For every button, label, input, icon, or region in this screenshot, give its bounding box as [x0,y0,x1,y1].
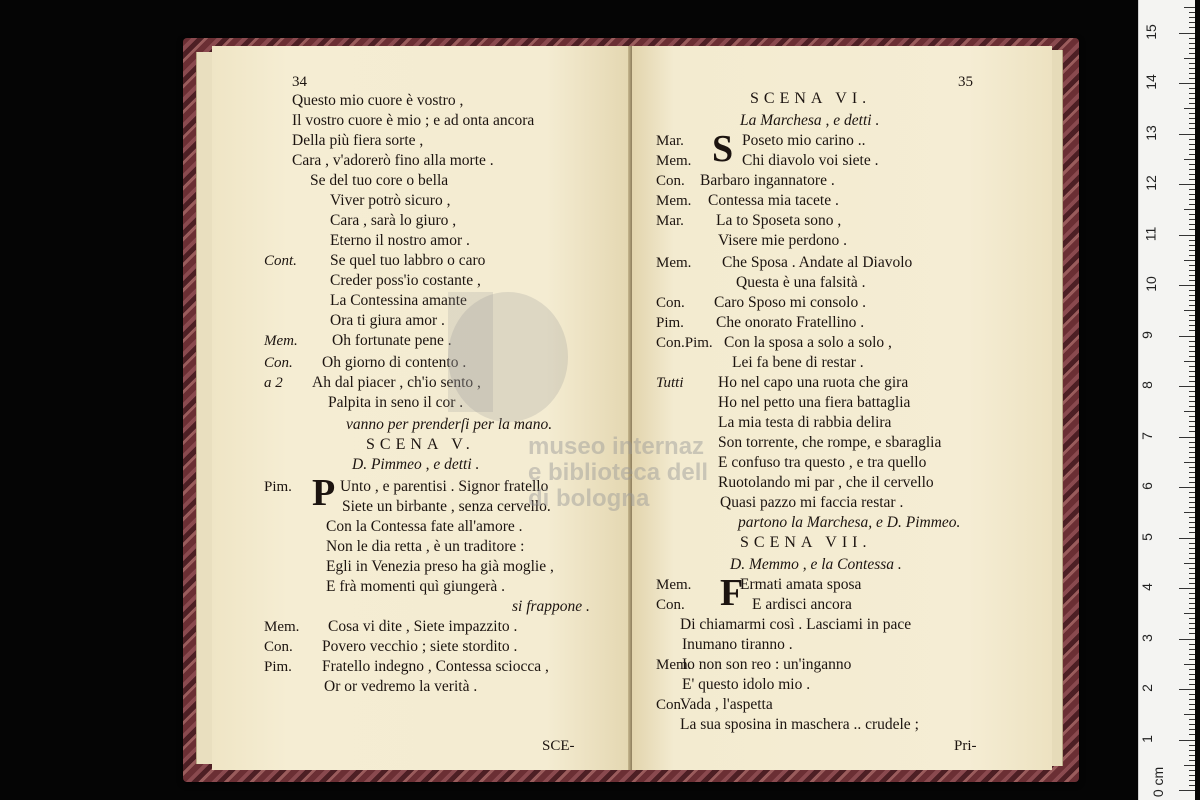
ruler-tick [1189,709,1195,710]
ruler-tick [1189,315,1195,316]
ruler-tick [1189,775,1195,776]
scene-heading: SCENA V. [366,436,475,453]
ruler-tick [1179,235,1195,236]
speaker-label: Mar. [656,213,684,229]
speaker-label: Cont. [264,253,297,269]
ruler-tick [1179,740,1195,741]
ruler-tick [1189,12,1195,13]
ruler-tick [1189,351,1195,352]
ruler-tick [1189,447,1195,448]
ruler-tick [1189,654,1195,655]
ruler-tick [1189,729,1195,730]
verse-line: Cara , v'adorerò fino alla morte . [292,152,494,169]
ruler-tick [1179,639,1195,640]
ruler-tick [1179,689,1195,690]
ruler-number: 7 [1138,431,1155,440]
ruler-tick [1189,290,1195,291]
speaker-label: Mem. [656,193,692,209]
verse-line: E ardisci ancora [752,596,852,613]
verse-line: Inumano tiranno . [682,636,793,653]
ruler-tick [1179,437,1195,438]
ruler-tick [1189,98,1195,99]
verse-line: Viver potrò sicuro , [330,192,451,209]
ruler-tick [1179,790,1195,791]
ruler-tick [1189,214,1195,215]
verse-line: Vada , l'aspetta [680,696,773,713]
ruler-tick [1189,593,1195,594]
ruler-tick [1189,644,1195,645]
verse-line: si frappone . [512,598,590,615]
verse-line: Questa è una falsità . [736,274,866,291]
ruler-tick [1184,361,1195,362]
verse-line: vanno per prenderſi per la mano. [346,416,553,433]
ruler-tick [1189,93,1195,94]
verse-line: La mia testa di rabbia delira [718,414,892,431]
ruler-tick [1189,189,1195,190]
ruler-tick [1189,270,1195,271]
drop-cap: S [712,128,734,170]
ruler-tick [1189,325,1195,326]
ruler-tick [1189,401,1195,402]
ruler-tick [1189,245,1195,246]
ruler-tick [1189,679,1195,680]
ruler-tick [1184,462,1195,463]
ruler-tick [1184,209,1195,210]
speaker-label: Con. [656,295,685,311]
speaker-label: Pim. [264,659,292,675]
ruler-tick [1189,43,1195,44]
ruler-tick [1189,22,1195,23]
ruler-tick [1189,704,1195,705]
ruler-tick [1189,199,1195,200]
ruler-tick [1189,457,1195,458]
ruler-tick [1189,750,1195,751]
ruler-tick [1189,780,1195,781]
verse-line: Poseto mio carino .. [742,132,866,149]
ruler-tick [1189,598,1195,599]
verse-line: Fratello indegno , Contessa sciocca , [322,658,549,675]
ruler-tick [1184,159,1195,160]
ruler-tick [1189,204,1195,205]
ruler-tick [1189,53,1195,54]
ruler-tick [1179,336,1195,337]
speaker-label: Pim. [656,315,684,331]
ruler-tick [1189,300,1195,301]
watermark-line-3: di bologna [528,485,650,512]
ruler-tick [1189,88,1195,89]
ruler-tick [1189,497,1195,498]
ruler-tick [1189,527,1195,528]
ruler-number: 5 [1138,532,1155,541]
ruler-tick [1189,785,1195,786]
ruler-number: 3 [1138,633,1155,642]
ruler-tick [1189,770,1195,771]
ruler-tick [1189,532,1195,533]
ruler-tick [1179,538,1195,539]
ruler-tick [1189,17,1195,18]
verse-line: Se quel tuo labbro o caro [330,252,486,269]
ruler-tick [1189,144,1195,145]
verse-line: Il vostro cuore è mio ; e ad onta ancora [292,112,535,129]
ruler-tick [1189,255,1195,256]
verse-line: Se del tuo core o bella [310,172,449,189]
watermark-line-1: museo internaz [528,433,705,460]
ruler-tick [1189,745,1195,746]
ruler-tick [1189,724,1195,725]
ruler-number: 4 [1138,583,1155,591]
speaker-label: Con. [656,697,685,713]
ruler-tick [1189,128,1195,129]
verse-line: Cosa vi dite , Siete impazzito . [328,618,518,635]
ruler-tick [1189,719,1195,720]
ruler-tick [1189,27,1195,28]
page-number-right: 35 [958,74,973,90]
ruler-unit-label: 0 cm [1150,766,1167,798]
ruler-tick [1189,755,1195,756]
ruler-tick [1179,184,1195,185]
ruler-tick [1189,573,1195,574]
verse-line: Io non son reo : un'inganno [682,656,852,673]
ruler-tick [1189,659,1195,660]
scene-heading: SCENA VII. [740,534,872,551]
speaker-label: Mem. [656,577,692,593]
verse-line: Ho nel petto una fiera battaglia [718,394,911,411]
ruler-tick [1184,58,1195,59]
ruler-tick [1189,492,1195,493]
ruler-tick [1179,487,1195,488]
ruler-number: 15 [1142,23,1159,40]
scene-persons: La Marchesa , e detti . [740,112,880,129]
ruler-number: 9 [1138,330,1155,339]
ruler-number: 1 [1138,734,1155,743]
verse-line: Egli in Venezia preso ha già moglie , [326,558,554,575]
catchword-right: Pri- [954,738,977,754]
verse-line: Lei fa bene di restar . [732,354,864,371]
speaker-label: Con. [656,173,685,189]
verse-line: Barbaro ingannatore . [700,172,835,189]
verse-line: Caro Sposo mi consolo . [714,294,866,311]
verse-line: Con la sposa a solo a solo , [724,334,892,351]
left-page [212,46,630,770]
ruler-tick [1189,507,1195,508]
ruler-tick [1189,376,1195,377]
verse-line: Ruotolando mi par , che il cervello [718,474,934,491]
ruler-tick [1184,563,1195,564]
ruler-tick [1189,578,1195,579]
speaker-label: Con. [264,355,293,371]
ruler-tick [1184,7,1195,8]
ruler-tick [1184,108,1195,109]
ruler-tick [1179,83,1195,84]
ruler-number: 10 [1142,276,1159,292]
ruler-tick [1189,734,1195,735]
verse-line: Contessa mia tacete . [708,192,839,209]
speaker-label: Mem. [264,619,300,635]
speaker-label: Con. [264,639,293,655]
ruler-tick [1189,250,1195,251]
ruler-tick [1189,553,1195,554]
page-number-left: 34 [292,74,307,90]
ruler-tick [1189,38,1195,39]
ruler-tick [1189,265,1195,266]
ruler-tick [1189,431,1195,432]
ruler-tick [1189,467,1195,468]
ruler-tick [1179,134,1195,135]
ruler-tick [1189,149,1195,150]
ruler-number: 8 [1138,381,1155,389]
ruler-tick [1189,699,1195,700]
ruler-tick [1189,649,1195,650]
ruler-number: 12 [1142,175,1159,191]
catchword-left: SCE- [542,738,575,754]
ruler-tick [1189,633,1195,634]
verse-line: Unto , e parentisi . Signor fratello [340,478,549,495]
ruler-tick [1184,765,1195,766]
verse-line: La sua sposina in maschera .. crudele ; [680,716,919,733]
ruler-tick [1184,613,1195,614]
speaker-label: a 2 [264,375,283,391]
ruler-tick [1189,694,1195,695]
ruler-tick [1189,618,1195,619]
verse-line: Non le dia retta , è un traditore : [326,538,525,555]
verse-line: Siete un birbante , senza cervello. [342,498,551,515]
drop-cap: F [720,572,744,614]
verse-line: partono la Marchesa, e D. Pimmeo. [738,514,961,531]
ruler-tick [1189,356,1195,357]
ruler-tick [1189,63,1195,64]
ruler-tick [1189,73,1195,74]
measurement-ruler [1138,0,1195,800]
ruler-tick [1184,512,1195,513]
verse-line: Povero vecchio ; siete stordito . [322,638,518,655]
ruler-tick [1189,396,1195,397]
ruler-tick [1189,320,1195,321]
ruler-tick [1189,522,1195,523]
ruler-tick [1189,608,1195,609]
ruler-tick [1189,346,1195,347]
ruler-tick [1189,760,1195,761]
verse-line: Che onorato Fratellino . [716,314,865,331]
verse-line: Chi diavolo voi siete . [742,152,879,169]
ruler-tick [1189,164,1195,165]
verse-line: Della più fiera sorte , [292,132,424,149]
ruler-tick [1189,426,1195,427]
drop-cap: P [312,472,336,514]
verse-line: Palpita in seno il cor . [328,394,464,411]
speaker-label: Mem. [656,153,692,169]
ruler-tick [1189,68,1195,69]
ruler-tick [1189,154,1195,155]
verse-line: Or or vedremo la verità . [324,678,478,695]
ruler-tick [1189,275,1195,276]
scene-heading: SCENA VI. [750,90,872,107]
ruler-tick [1189,669,1195,670]
ruler-number: 11 [1142,226,1159,241]
verse-line: Son torrente, che rompe, e sbaraglia [718,434,942,451]
scene-persons: D. Memmo , e la Contessa . [730,556,902,573]
ruler-tick [1189,391,1195,392]
ruler-tick [1189,78,1195,79]
ruler-tick [1189,502,1195,503]
speaker-label: Pim. [264,479,292,495]
ruler-tick [1189,381,1195,382]
ruler-tick [1189,674,1195,675]
right-page [632,46,1052,770]
verse-line: Oh giorno di contento . [322,354,467,371]
ruler-tick [1189,568,1195,569]
ruler-tick [1189,416,1195,417]
verse-line: Creder poss'io costante , [330,272,481,289]
ruler-tick [1189,623,1195,624]
verse-line: Eterno il nostro amor . [330,232,470,249]
verse-line: Con la Contessa fate all'amore . [326,518,523,535]
ruler-tick [1189,224,1195,225]
ruler-tick [1189,169,1195,170]
ruler-tick [1189,118,1195,119]
ruler-tick [1189,628,1195,629]
ruler-tick [1189,174,1195,175]
ruler-tick [1189,139,1195,140]
ruler-tick [1189,371,1195,372]
ruler-tick [1189,366,1195,367]
ruler-tick [1189,240,1195,241]
watermark-logo-bar [448,292,493,412]
ruler-tick [1189,406,1195,407]
speaker-label: Mem. [656,255,692,271]
ruler-tick [1179,33,1195,34]
watermark-line-2: e biblioteca dell [528,459,709,486]
ruler-tick [1189,103,1195,104]
speaker-label: Con. [656,597,685,613]
ruler-tick [1189,330,1195,331]
ruler-number: 14 [1142,74,1159,90]
ruler-tick [1184,310,1195,311]
ruler-tick [1189,219,1195,220]
verse-line: E' questo idolo mio . [682,676,811,693]
ruler-tick [1189,477,1195,478]
ruler-tick [1189,113,1195,114]
ruler-tick [1184,411,1195,412]
speaker-label: Tutti [656,375,684,391]
ruler-tick [1189,472,1195,473]
verse-line: Di chiamarmi così . Lasciami in pace [680,616,912,633]
verse-line: Questo mio cuore è vostro , [292,92,464,109]
verse-line: Ah dal piacer , ch'io sento , [312,374,481,391]
ruler-tick [1189,684,1195,685]
speaker-label: Mem. [264,333,298,349]
verse-line: Ora ti giura amor . [330,312,445,329]
verse-line: Oh fortunate pene . [332,332,452,349]
ruler-tick [1189,305,1195,306]
scene-persons: D. Pimmeo , e detti . [352,456,480,473]
ruler-number: 13 [1142,124,1159,141]
verse-line: La Contessina amante [330,292,467,309]
ruler-tick [1189,295,1195,296]
ruler-tick [1189,548,1195,549]
verse-line: Che Sposa . Andate al Diavolo [722,254,913,271]
ruler-number: 2 [1138,684,1155,692]
ruler-tick [1189,442,1195,443]
ruler-number: 6 [1138,482,1155,490]
ruler-tick [1189,123,1195,124]
verse-line: Ho nel capo una ruota che gira [718,374,909,391]
verse-line: Quasi pazzo mi faccia restar . [720,494,904,511]
speaker-label: Mem. [656,657,692,673]
ruler-tick [1184,664,1195,665]
verse-line: E frà momenti quì giungerà . [326,578,506,595]
ruler-tick [1179,386,1195,387]
ruler-tick [1189,341,1195,342]
ruler-tick [1189,603,1195,604]
ruler-tick [1189,558,1195,559]
verse-line: La to Sposeta sono , [716,212,842,229]
ruler-tick [1179,285,1195,286]
ruler-tick [1189,179,1195,180]
ruler-tick [1189,48,1195,49]
verse-line: Cara , sarà lo giuro , [330,212,457,229]
ruler-tick [1189,452,1195,453]
ruler-tick [1179,588,1195,589]
ruler-tick [1189,583,1195,584]
verse-line: Visere mie perdono . [718,232,848,249]
verse-line: Ermati amata sposa [740,576,862,593]
ruler-tick [1184,260,1195,261]
ruler-tick [1189,517,1195,518]
ruler-tick [1189,543,1195,544]
ruler-tick [1189,229,1195,230]
verse-line: E confuso tra questo , e tra quello [718,454,927,471]
ruler-tick [1184,714,1195,715]
ruler-tick [1189,194,1195,195]
ruler-tick [1189,421,1195,422]
ruler-tick [1189,482,1195,483]
speaker-label: Con.Pim. [656,335,713,351]
ruler-tick [1189,280,1195,281]
speaker-label: Mar. [656,133,684,149]
